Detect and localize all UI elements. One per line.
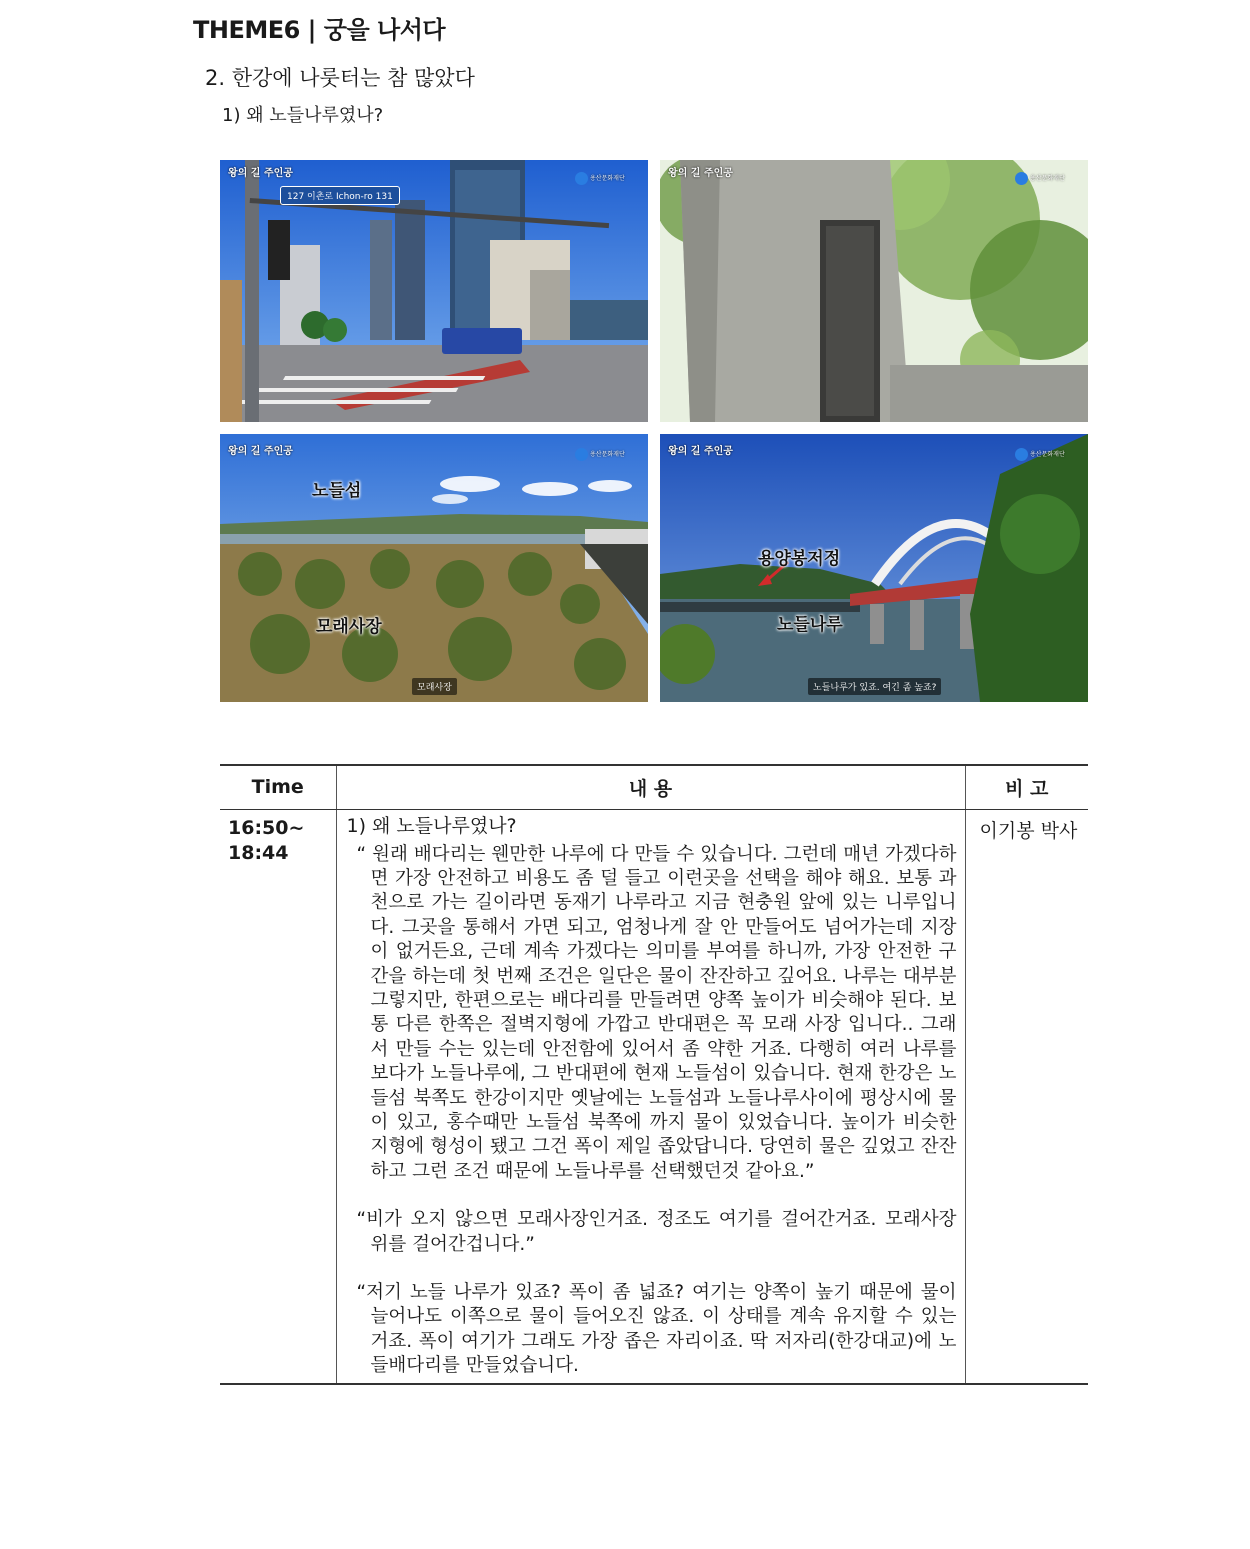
row-note: 이기봉 박사	[965, 809, 1088, 1384]
header-time: Time	[220, 765, 336, 809]
theme-title: THEME6 | 궁을 나서다	[193, 16, 446, 44]
photo-stone-marker	[660, 160, 1088, 422]
label-nodeulseom: 노들섬	[312, 481, 362, 501]
label-yongyangbongjeojeong: 용양봉저정	[758, 549, 841, 569]
subsection-title: 1) 왜 노들나루였나?	[222, 105, 384, 126]
row-time: 16:50~ 18:44	[220, 809, 336, 1384]
quote-paragraph: “비가 오지 않으면 모래사장인거죠. 정조도 여기를 걸어간거죠. 모래사장 위를 걸어간겁니다.”	[356, 1209, 957, 1255]
photo-nodeulseom-sandbeach	[220, 434, 648, 702]
photo-hangang-bridge	[660, 434, 1088, 702]
header-content: 내 용	[336, 765, 965, 809]
quote-paragraph: “저기 노들 나루가 있죠? 폭이 좀 넓죠? 여기는 양쪽이 높기 때문에 물이 늘어나도 이쪽으로 물이 들어오진 않죠. 이 상태를 계속 유지할 수 있는 거죠. 폭이 여기가 그래도 가장 좁은 자리이죠. 딱 저자리(한강대교)에 노들배다리를 만들었습니다.	[356, 1282, 957, 1377]
photo-caption: 모래사장	[412, 678, 457, 695]
label-nodeul-ferry: 노들나루	[777, 615, 843, 635]
foundation-logo: 용산문화재단	[575, 448, 625, 461]
row-question: 1) 왜 노들나루였나?	[346, 814, 517, 837]
foundation-logo: 용산문화재단	[1015, 448, 1065, 461]
row-content	[336, 809, 965, 1384]
foundation-logo: 용산문화재단	[1015, 172, 1065, 185]
photo-street-intersection	[220, 160, 648, 422]
table-header-row	[220, 765, 1088, 809]
photo-caption: 노들나루가 있죠. 여긴 좀 높죠?	[808, 678, 941, 695]
watermark-logo: 왕의 길 주인공	[668, 168, 733, 179]
watermark-logo: 왕의 길 주인공	[228, 446, 293, 457]
street-sign: 127 이촌로 Ichon-ro 131	[280, 186, 400, 205]
transcript-table	[220, 764, 1088, 1385]
quote-paragraph: “ 원래 배다리는 웬만한 나루에 다 만들 수 있습니다. 그런데 매년 가겠다하면 가장 안전하고 비용도 좀 덜 들고 이런곳을 선택을 해야 해요. 보통 과천으로 가는 길이라면 동재기 나루라고 지금 현충원 앞에 있는 니루입니다. 그곳을 통해서 가면 되고, 엄청나게 잘 안 만들어도 넘어가는데 지장이 없거든요, 근데 계속 가겠다는 의미를 부여를 하니까, 가장 안전한 구간을 하는데 첫 번째 조건은 일단은 물이 잔잔하고 깊어요. 나루는 대부분 그렇지만, 한편으로는 배다리를 만들려면 양쪽 높이가 비슷해야 된다. 보통 다른 한쪽은 절벽지형에 가깝고 반대편은 꼭 모래 사장 입니다.. 그래서 만들 수는 있는데 안전함에 있어서 좀 약한 거죠. 다행히 여러 나루를 보다가 노들나루에, 그 반대편에 현재 노들섬이 있습니다. 현재 한강은 노들섬 북쪽도 한강이지만 옛날에는 노들섬과 노들나루사이에 평상시에 물이 있고, 홍수때만 노들섬 북쪽에 까지 물이 있었습니다. 높이가 비슷한 지형에 형성이 됐고 그건 폭이 제일 좁았답니다. 당연히 물은 깊었고 잔잔하고 그런 조건 때문에 노들나루를 선택했던것 같아요.”	[356, 843, 957, 1182]
foundation-logo: 용산문화재단	[575, 172, 625, 185]
label-sand-beach: 모래사장	[316, 617, 382, 637]
watermark-logo: 왕의 길 주인공	[668, 446, 733, 457]
header-note: 비 고	[965, 765, 1088, 809]
watermark-logo: 왕의 길 주인공	[228, 168, 293, 179]
table-row	[220, 809, 1088, 1384]
section-title: 2. 한강에 나룻터는 참 많았다	[205, 66, 475, 90]
